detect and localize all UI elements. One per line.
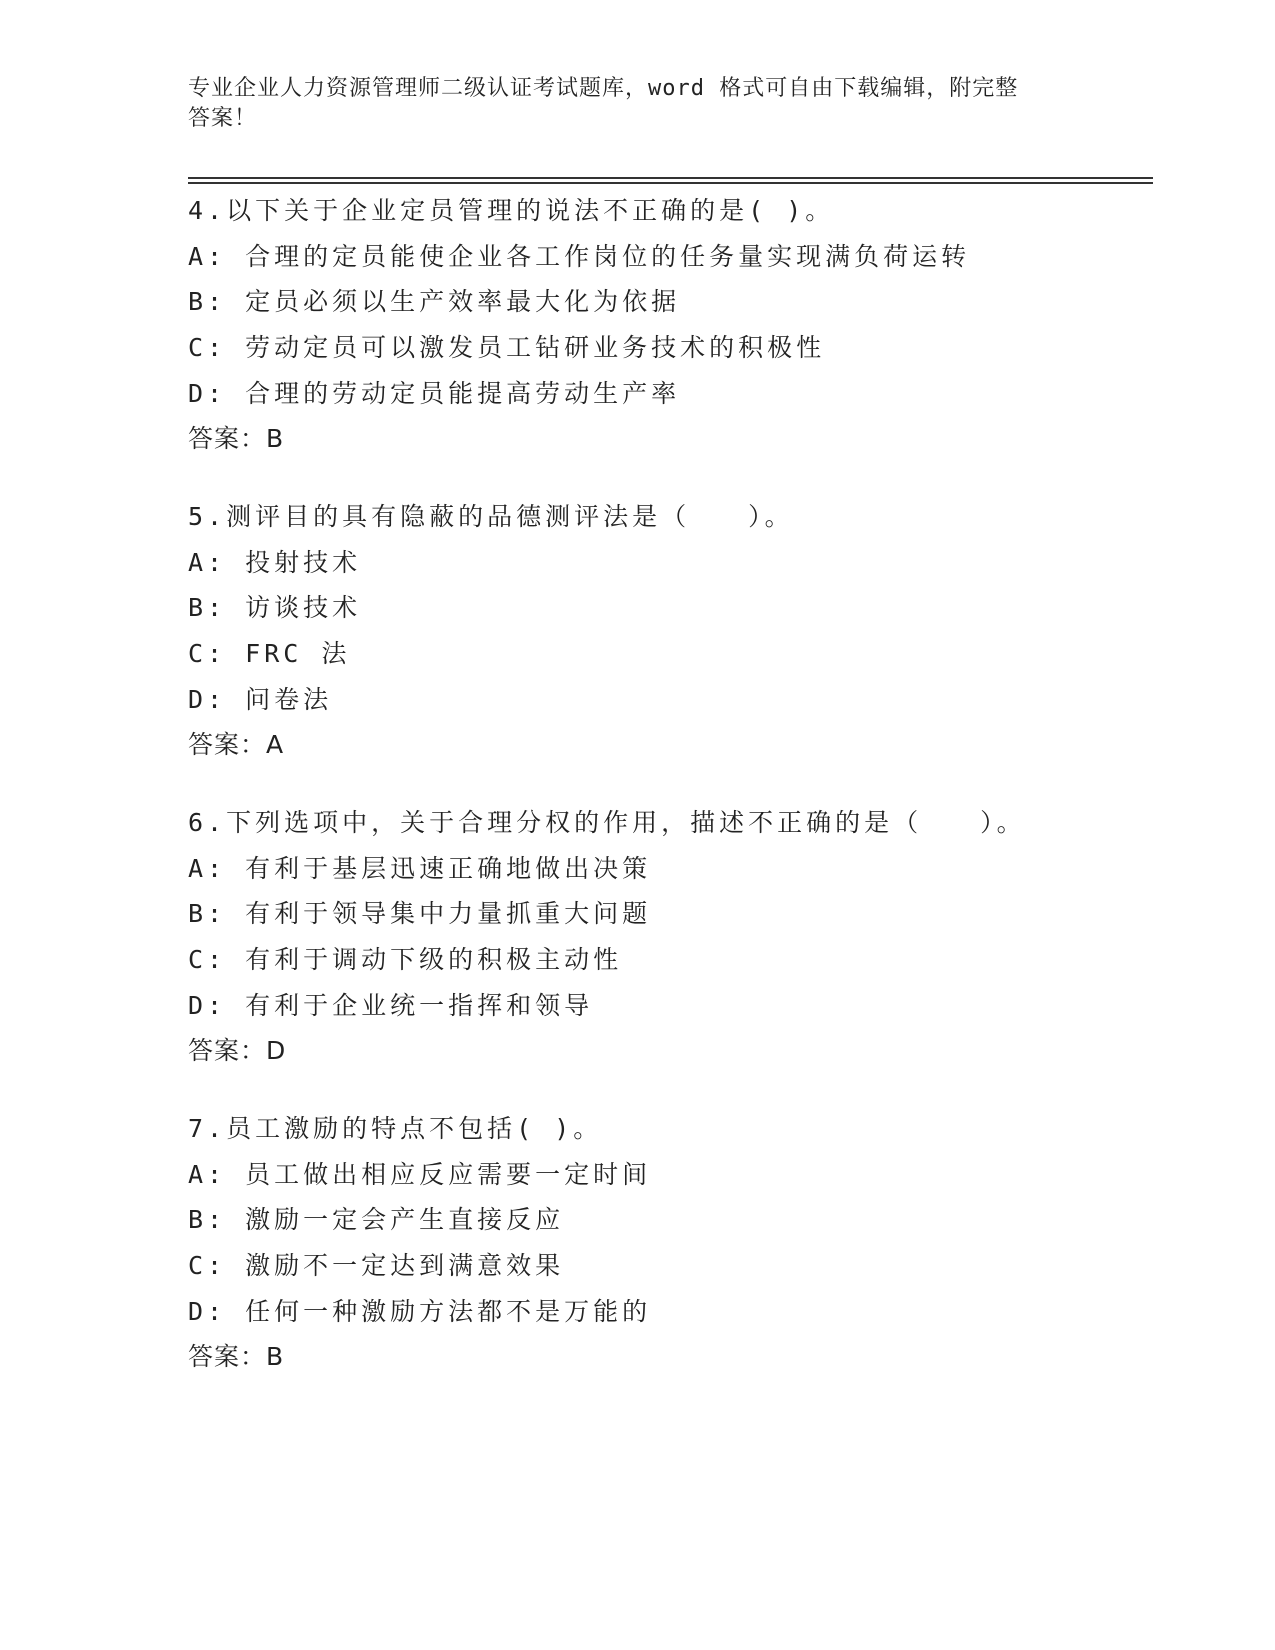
answer-label: 答案：A bbox=[188, 730, 285, 760]
question-7 bbox=[188, 1106, 1148, 1380]
option-a: A: 投射技术 bbox=[188, 547, 362, 577]
option-d: D: 合理的劳动定员能提高劳动生产率 bbox=[188, 378, 681, 408]
header-divider-bottom bbox=[188, 182, 1153, 184]
option-c: C: FRC 法 bbox=[188, 639, 351, 669]
answer-label: 答案：B bbox=[188, 424, 285, 454]
question-4 bbox=[188, 188, 1148, 462]
option-b: B: 定员必须以生产效率最大化为依据 bbox=[188, 287, 681, 317]
option-a: A: 有利于基层迅速正确地做出决策 bbox=[188, 853, 652, 883]
option-c: C: 有利于调动下级的积极主动性 bbox=[188, 945, 623, 975]
option-d: D: 问卷法 bbox=[188, 684, 333, 714]
option-b: B: 访谈技术 bbox=[188, 593, 362, 623]
option-c: C: 激励不一定达到满意效果 bbox=[188, 1251, 565, 1281]
answer-label: 答案：D bbox=[188, 1036, 287, 1066]
option-b: B: 有利于领导集中力量抓重大问题 bbox=[188, 899, 652, 929]
header-line-1: 专业企业人力资源管理师二级认证考试题库，word 格式可自由下载编辑，附完整 bbox=[188, 76, 1019, 101]
option-b: B: 激励一定会产生直接反应 bbox=[188, 1205, 565, 1235]
document-header bbox=[188, 74, 1068, 134]
question-stem: 6.下列选项中，关于合理分权的作用，描述不正确的是（ ）。 bbox=[188, 808, 1026, 837]
answer-label: 答案：B bbox=[188, 1342, 285, 1372]
option-c: C: 劳动定员可以激发员工钻研业务技术的积极性 bbox=[188, 333, 826, 363]
option-d: D: 有利于企业统一指挥和领导 bbox=[188, 990, 594, 1020]
question-5 bbox=[188, 494, 1148, 768]
option-a: A: 合理的定员能使企业各工作岗位的任务量实现满负荷运转 bbox=[188, 241, 971, 271]
question-6 bbox=[188, 800, 1148, 1074]
header-divider-top bbox=[188, 177, 1153, 179]
question-stem: 4.以下关于企业定员管理的说法不正确的是( )。 bbox=[188, 196, 835, 225]
option-d: D: 任何一种激励方法都不是万能的 bbox=[188, 1296, 652, 1326]
header-line-2: 答案！ bbox=[188, 106, 258, 131]
question-stem: 7.员工激励的特点不包括( )。 bbox=[188, 1114, 603, 1143]
question-stem: 5.测评目的具有隐蔽的品德测评法是（ ）。 bbox=[188, 502, 794, 531]
option-a: A: 员工做出相应反应需要一定时间 bbox=[188, 1159, 652, 1189]
